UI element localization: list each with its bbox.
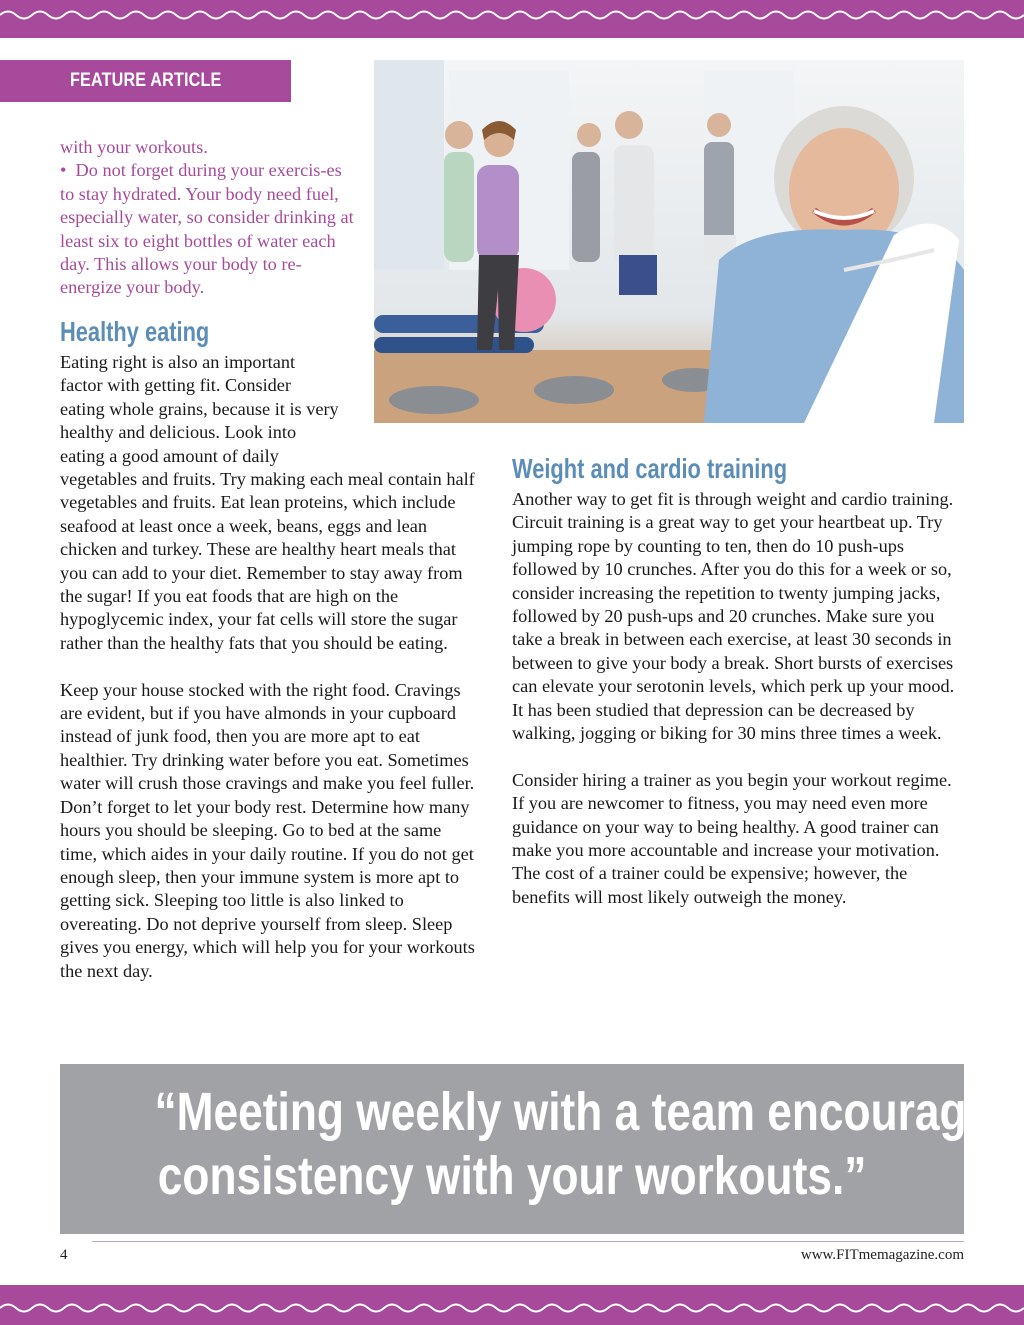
bullet-symbol: •: [60, 160, 67, 181]
pull-quote-line-2: consistency with your workouts.”: [157, 1146, 867, 1206]
healthy-eating-heading: Healthy eating: [60, 316, 210, 347]
intro-continued-text: with your workouts.: [60, 137, 208, 157]
healthy-eating-paragraph-1: vegetables and fruits. Try making each meal contain half vegetables and fruits. Eat lean proteins, which include seafood at least once a week, beans, eggs and lean chicken and turkey. These are healthy heart meals that you can add to your diet. Remember to stay away from the sugar! If you eat foods that are high on the hypoglycemic index, your fat cells will store the sugar rather than the healthy fats that you should be eating.: [60, 469, 475, 653]
weight-cardio-paragraph-1: Another way to get fit is through weight and cardio training. Circuit training is a great way to get your heartbeat up. Try jumping rope by counting to ten, then do 10 push-ups followed by 10 crunches. After you do this for a week or so, consider increasing the repetition to twenty jumping jacks, followed by 20 push-ups and 20 crunches. Make sure you take a break in between each exercise, at least 30 seconds in between to give your body a break. Short bursts of exercises can elevate your serotonin levels, which perk up your mood. It has been studied that depression can be decreased by walking, jogging or biking for 30 mins three times a week.: [512, 489, 955, 744]
healthy-eating-intro: Eating right is also an important factor with getting fit. Consider eating whole grains, because it is very healthy and delicious. Look into eating a good amount of daily: [60, 352, 339, 466]
section-label: [0, 60, 291, 102]
top-decorative-band: [0, 0, 1024, 38]
hydration-bullet-text: Do not forget during your exercis-es to stay hydrated. Your body need fuel, especially water, so consider drinking at least six to eight bottles of water each day. This allows your body to re-energize your body.: [60, 160, 354, 298]
weight-cardio-paragraph-2: Consider hiring a trainer as you begin your workout regime. If you are newcomer to fitness, you may need even more guidance on your way to being healthy. A good trainer can make you more accountable and increase your motivation. The cost of a trainer could be expensive; however, the benefits will most likely outweigh the money.: [512, 769, 952, 907]
bottom-decorative-band: [0, 1285, 1024, 1325]
wave-pattern: [0, 8, 1024, 22]
wave-pattern: [0, 1301, 1024, 1315]
footer-divider: [92, 1241, 964, 1242]
pull-quote-line-1: “Meeting weekly with a team encourages: [154, 1082, 1016, 1142]
pull-quote-text: [60, 1080, 1016, 1208]
hydration-bullet: [60, 159, 360, 299]
website-link[interactable]: www.FITmemagazine.com: [800, 1247, 964, 1263]
section-label-text: FEATURE ARTICLE: [70, 70, 222, 91]
pull-quote: [60, 1064, 1016, 1234]
intro-continued: [60, 136, 360, 300]
weight-cardio-heading: Weight and cardio training: [512, 453, 788, 484]
weight-cardio-section: [512, 450, 964, 909]
healthy-eating-section: [60, 313, 475, 983]
page-number: 4: [60, 1247, 68, 1263]
healthy-eating-paragraph-2: Keep your house stocked with the right food. Cravings are evident, but if you have almonds in your cupboard instead of junk food, then you are more apt to eat healthier. Try drinking water before you eat. Sometimes water will crush those cravings and make you feel fuller. Don’t forget to let your body rest. Determine how many hours you should be sleeping. Go to bed at the same time, which aides in your daily routine. If you do not get enough sleep, then your immune system is more apt to getting sick. Sleeping too little is also linked to overeating. Do not deprive yourself from sleep. Sleep gives you energy, which will help you for your workouts the next day.: [60, 679, 475, 981]
